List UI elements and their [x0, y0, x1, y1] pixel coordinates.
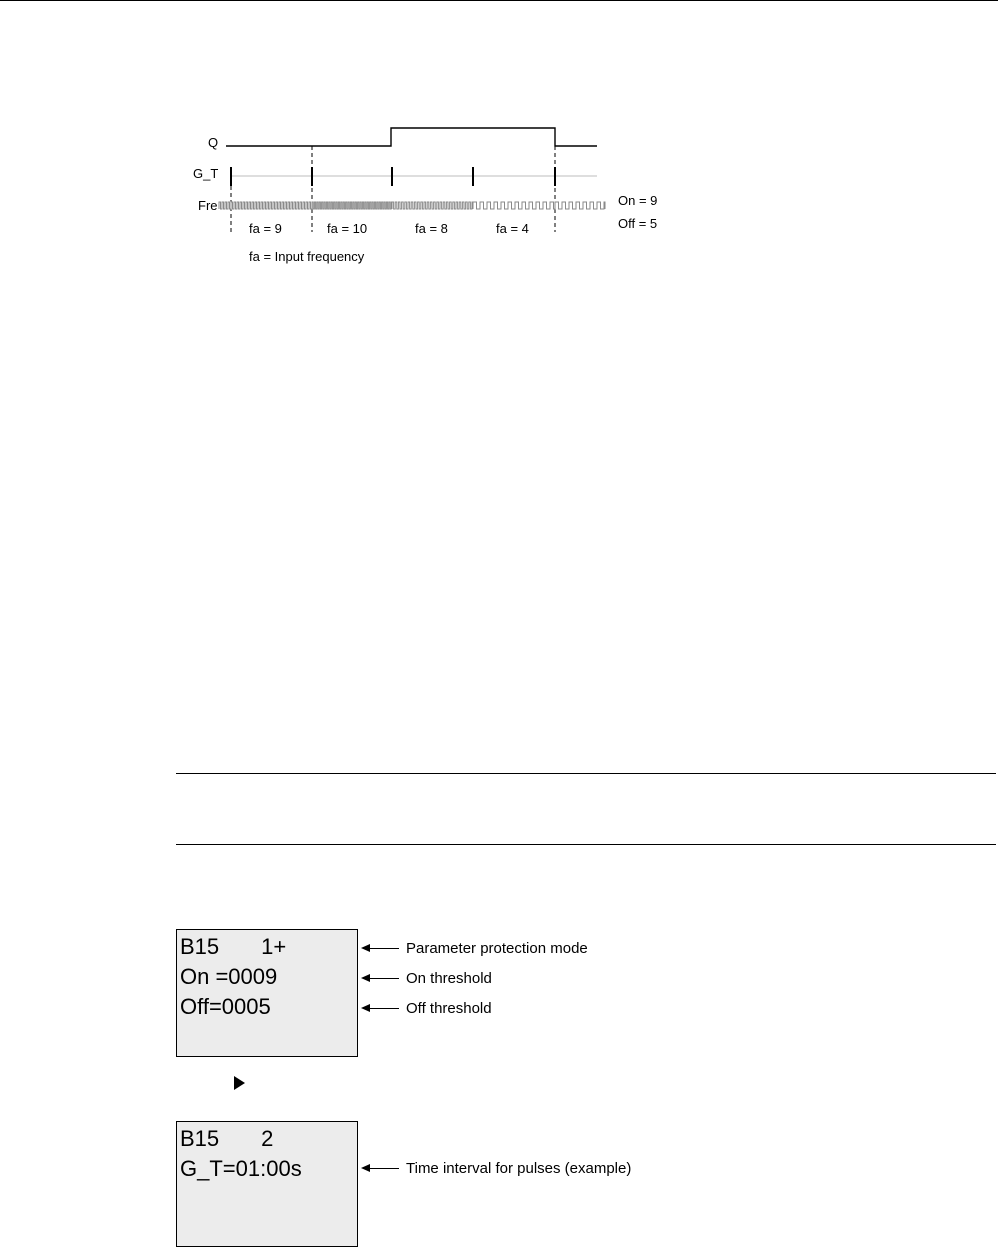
callout-time-interval: Time interval for pulses (example)	[406, 1160, 632, 1177]
callout-line	[368, 1168, 399, 1169]
legend-label: fa = Input frequency	[249, 249, 365, 264]
q-label: Q	[208, 135, 219, 150]
timing-diagram	[0, 0, 998, 300]
interval-label: fa = 4	[496, 221, 529, 236]
callout-line	[368, 948, 399, 949]
lcd-line-1	[180, 1124, 357, 1154]
gt-label: G_T	[193, 166, 219, 181]
block-number: B15	[180, 934, 220, 959]
fre-waveform	[219, 202, 605, 209]
fre-label: Fre	[198, 198, 218, 213]
lcd-line-2: On =0009	[180, 964, 278, 989]
protection-mode-value: 1+	[261, 934, 287, 959]
interval-label: fa = 8	[415, 221, 448, 236]
callout-off-threshold: Off threshold	[406, 1000, 492, 1017]
on-threshold-label: On = 9	[618, 193, 658, 208]
lcd-line-1	[180, 932, 357, 962]
interval-label: fa = 10	[327, 221, 368, 236]
off-threshold-label: Off = 5	[618, 216, 658, 231]
lcd-display-parameters	[176, 929, 358, 1057]
note-rule-top	[176, 773, 996, 774]
callout-line	[368, 1008, 399, 1009]
lcd-display-interval	[176, 1121, 358, 1247]
callout-protection-mode: Parameter protection mode	[406, 940, 588, 957]
block-number: B15	[180, 1126, 220, 1151]
lcd-line-3: Off=0005	[180, 994, 271, 1019]
interval-label: fa = 9	[249, 221, 282, 236]
right-arrow-key-icon	[234, 1076, 245, 1090]
callout-line	[368, 978, 399, 979]
lcd-line-2: G_T=01:00s	[180, 1156, 302, 1181]
note-rule-bottom	[176, 844, 996, 845]
q-waveform	[226, 128, 597, 146]
protection-mode-value: 2	[261, 1126, 274, 1151]
callout-on-threshold: On threshold	[406, 970, 492, 987]
